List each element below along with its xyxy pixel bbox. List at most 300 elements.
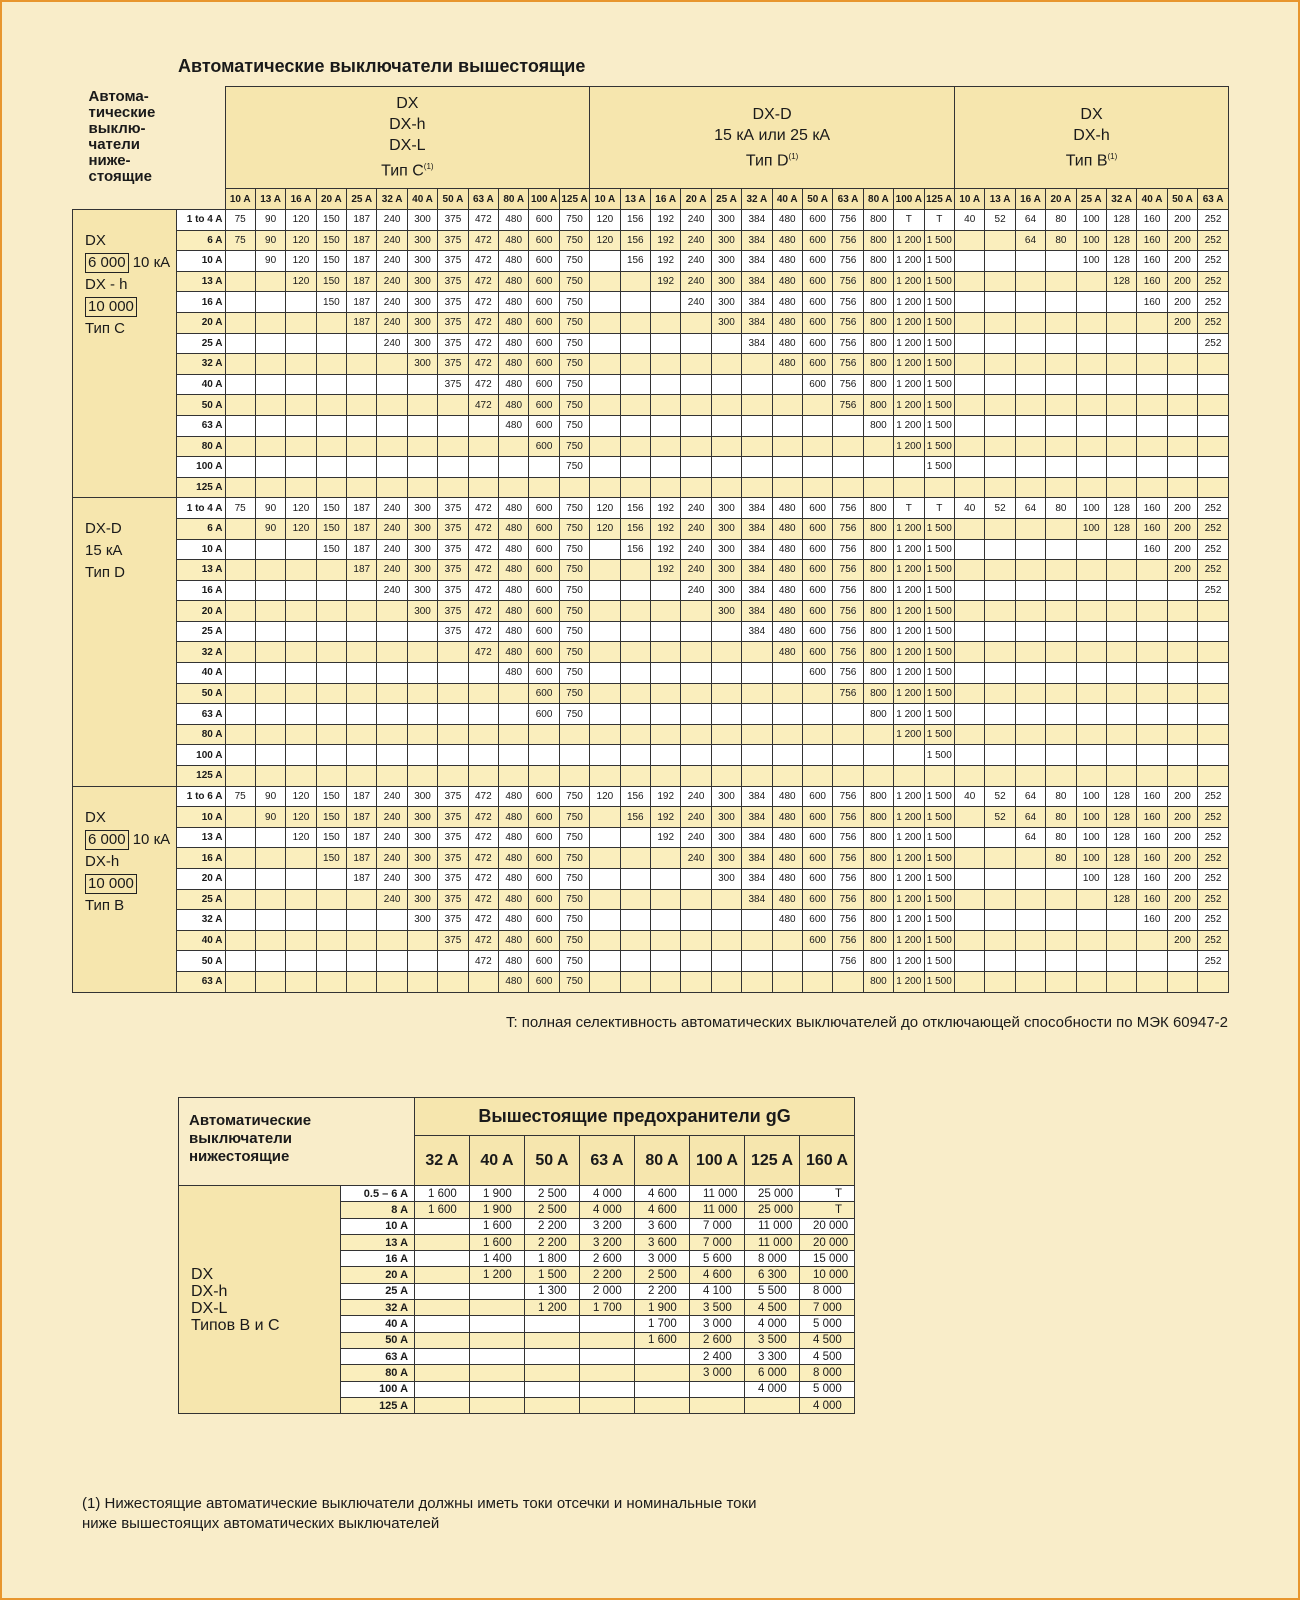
fuse-selectivity-value: 3 500 <box>690 1300 745 1316</box>
selectivity-value <box>1076 374 1106 395</box>
selectivity-value: 384 <box>742 869 772 890</box>
selectivity-value: 756 <box>833 210 863 231</box>
selectivity-value: 800 <box>863 663 893 684</box>
fuse-selectivity-value: 2 000 <box>580 1283 635 1299</box>
selectivity-value <box>286 930 316 951</box>
selectivity-value: 480 <box>499 601 529 622</box>
table-row <box>73 642 1229 663</box>
group-line-3: Тип D <box>85 564 126 582</box>
fuse-selectivity-value: 5 000 <box>800 1316 855 1332</box>
selectivity-value <box>1137 724 1167 745</box>
selectivity-value <box>1076 745 1106 766</box>
selectivity-value: 800 <box>863 704 893 725</box>
selectivity-value <box>650 580 680 601</box>
selectivity-value <box>833 415 863 436</box>
fuse-selectivity-value: 2 500 <box>525 1186 580 1202</box>
selectivity-value <box>650 436 680 457</box>
selectivity-value: 240 <box>377 539 407 560</box>
downstream-rating-label: 1 to 4 A <box>177 210 225 231</box>
selectivity-value: 600 <box>802 271 832 292</box>
selectivity-value: 800 <box>863 210 893 231</box>
selectivity-value: 150 <box>316 518 346 539</box>
selectivity-value: 240 <box>377 580 407 601</box>
fuse-selectivity-value: 3 600 <box>635 1218 690 1234</box>
selectivity-value: 1 500 <box>924 333 955 354</box>
selectivity-value <box>286 951 316 972</box>
selectivity-value <box>377 642 407 663</box>
selectivity-value <box>316 663 346 684</box>
selectivity-value <box>468 766 498 787</box>
selectivity-value <box>1046 951 1076 972</box>
selectivity-value: 1 200 <box>894 683 924 704</box>
selectivity-value: 1 200 <box>894 292 924 313</box>
selectivity-value <box>1137 745 1167 766</box>
selectivity-value: 300 <box>407 910 437 931</box>
selectivity-value: 472 <box>468 601 498 622</box>
table-row <box>73 374 1229 395</box>
downstream-rating-label: 20 A <box>177 312 225 333</box>
selectivity-value <box>1167 704 1197 725</box>
selectivity-value <box>225 642 255 663</box>
selectivity-value: 156 <box>620 539 650 560</box>
selectivity-value: 375 <box>438 354 468 375</box>
selectivity-value: 756 <box>833 807 863 828</box>
fuse-selectivity-value <box>470 1300 525 1316</box>
selectivity-value <box>742 457 772 478</box>
fuse-selectivity-value: 2 400 <box>690 1348 745 1364</box>
selectivity-value <box>863 766 893 787</box>
selectivity-value <box>620 704 650 725</box>
selectivity-value <box>772 395 802 416</box>
selectivity-value <box>590 580 620 601</box>
selectivity-value <box>802 415 832 436</box>
selectivity-value <box>1167 621 1197 642</box>
group-line-2: DX-h <box>85 852 120 870</box>
selectivity-value: 750 <box>559 621 589 642</box>
selectivity-value <box>955 621 985 642</box>
upstream-rating-header: 63 A <box>833 189 863 210</box>
fuse-selectivity-value: 3 500 <box>745 1332 800 1348</box>
selectivity-value <box>620 292 650 313</box>
selectivity-value: 128 <box>1106 230 1136 251</box>
selectivity-value: 240 <box>681 271 711 292</box>
selectivity-value <box>1076 560 1106 581</box>
footnote-ref: (1) <box>1107 151 1118 161</box>
downstream-rating-label: 32 A <box>177 642 225 663</box>
fuse-selectivity-value: 4 100 <box>690 1283 745 1299</box>
selectivity-value <box>316 415 346 436</box>
selectivity-value <box>955 704 985 725</box>
selectivity-value: 1 500 <box>924 436 955 457</box>
selectivity-value: 192 <box>650 807 680 828</box>
selectivity-value: 750 <box>559 827 589 848</box>
fuse-selectivity-value: 7 000 <box>690 1234 745 1250</box>
selectivity-value <box>377 601 407 622</box>
fuse-row-rating: 100 A <box>341 1381 415 1397</box>
selectivity-value: 480 <box>772 580 802 601</box>
selectivity-value <box>650 333 680 354</box>
fuse-row-rating: 80 A <box>341 1365 415 1381</box>
selectivity-value <box>407 704 437 725</box>
selectivity-value <box>955 807 985 828</box>
selectivity-value <box>377 477 407 498</box>
selectivity-value: 1 200 <box>894 312 924 333</box>
selectivity-value <box>650 766 680 787</box>
selectivity-value <box>347 477 377 498</box>
selectivity-value <box>1137 395 1167 416</box>
selectivity-value <box>286 971 316 992</box>
selectivity-value <box>650 951 680 972</box>
table-row <box>73 683 1229 704</box>
selectivity-value: 120 <box>286 518 316 539</box>
selectivity-value: 240 <box>377 230 407 251</box>
selectivity-value: 375 <box>438 374 468 395</box>
selectivity-value <box>225 807 255 828</box>
selectivity-value: 480 <box>772 889 802 910</box>
selectivity-value: 480 <box>772 848 802 869</box>
selectivity-value: 472 <box>468 889 498 910</box>
selectivity-value: 240 <box>377 807 407 828</box>
upstream-rating-header: 16 A <box>286 189 316 210</box>
selectivity-value <box>772 415 802 436</box>
selectivity-value: 187 <box>347 230 377 251</box>
selectivity-value <box>316 642 346 663</box>
selectivity-value <box>955 560 985 581</box>
selectivity-value <box>438 704 468 725</box>
selectivity-value <box>225 601 255 622</box>
selectivity-value: 75 <box>225 786 255 807</box>
selectivity-value: 600 <box>529 848 559 869</box>
selectivity-value <box>1015 395 1045 416</box>
selectivity-value <box>438 436 468 457</box>
selectivity-value <box>894 766 924 787</box>
selectivity-value: 480 <box>499 230 529 251</box>
selectivity-value: 64 <box>1015 498 1045 519</box>
selectivity-value <box>255 889 285 910</box>
selectivity-value <box>955 436 985 457</box>
selectivity-value <box>407 395 437 416</box>
selectivity-value <box>1137 930 1167 951</box>
selectivity-value: 384 <box>742 560 772 581</box>
selectivity-value <box>255 642 285 663</box>
selectivity-value: 756 <box>833 374 863 395</box>
fuse-selectivity-value: 5 500 <box>745 1283 800 1299</box>
selectivity-value: 800 <box>863 230 893 251</box>
breaking-capacity-ka: 10 кА <box>132 830 171 848</box>
selectivity-value <box>590 807 620 828</box>
fuse-row-rating: 0.5 – 6 A <box>341 1186 415 1202</box>
selectivity-value: 300 <box>711 786 741 807</box>
selectivity-value <box>559 745 589 766</box>
selectivity-value <box>620 621 650 642</box>
selectivity-value <box>1015 642 1045 663</box>
selectivity-value: 375 <box>438 498 468 519</box>
fuse-selectivity-value: 2 600 <box>690 1332 745 1348</box>
selectivity-value: 192 <box>650 498 680 519</box>
selectivity-value <box>1106 333 1136 354</box>
fuse-selectivity-value: 8 000 <box>800 1283 855 1299</box>
selectivity-value: 252 <box>1198 498 1229 519</box>
selectivity-value <box>772 704 802 725</box>
selectivity-value: 384 <box>742 601 772 622</box>
fuse-selectivity-value: 1 600 <box>415 1186 470 1202</box>
selectivity-value <box>286 621 316 642</box>
selectivity-value: 600 <box>529 971 559 992</box>
selectivity-value <box>590 724 620 745</box>
selectivity-value <box>590 910 620 931</box>
selectivity-value: 1 200 <box>894 848 924 869</box>
selectivity-value <box>1015 415 1045 436</box>
selectivity-value: 300 <box>407 869 437 890</box>
selectivity-value <box>1015 477 1045 498</box>
fuse-selectivity-value: 20 000 <box>800 1218 855 1234</box>
selectivity-value <box>894 477 924 498</box>
selectivity-value <box>590 436 620 457</box>
selectivity-value <box>711 724 741 745</box>
selectivity-value: 128 <box>1106 251 1136 272</box>
selectivity-value: 756 <box>833 560 863 581</box>
upstream-group-line: DX-D <box>752 105 792 123</box>
upstream-group-line: 15 кА или 25 кА <box>714 126 831 144</box>
selectivity-value <box>1106 292 1136 313</box>
selectivity-value <box>742 951 772 972</box>
selectivity-value: 480 <box>499 971 529 992</box>
selectivity-value <box>316 312 346 333</box>
selectivity-value: 120 <box>590 230 620 251</box>
selectivity-value <box>1046 312 1076 333</box>
selectivity-value <box>407 745 437 766</box>
selectivity-value <box>347 766 377 787</box>
selectivity-value <box>529 477 559 498</box>
fuse-selectivity-value: 3 600 <box>635 1234 690 1250</box>
selectivity-value: 160 <box>1137 292 1167 313</box>
selectivity-value <box>590 951 620 972</box>
fuse-selectivity-value: 3 000 <box>635 1251 690 1267</box>
selectivity-value <box>1137 663 1167 684</box>
selectivity-value <box>620 642 650 663</box>
selectivity-value <box>1137 477 1167 498</box>
selectivity-value <box>468 724 498 745</box>
selectivity-value <box>1076 292 1106 313</box>
downstream-rating-label: 40 A <box>177 374 225 395</box>
selectivity-value <box>772 436 802 457</box>
downstream-rating-label: 80 A <box>177 436 225 457</box>
selectivity-value <box>590 601 620 622</box>
selectivity-value: 600 <box>529 436 559 457</box>
selectivity-value: 480 <box>772 539 802 560</box>
selectivity-value <box>620 930 650 951</box>
selectivity-value <box>650 745 680 766</box>
selectivity-value <box>1015 766 1045 787</box>
upstream-rating-header: 50 A <box>1167 189 1197 210</box>
selectivity-value: 40 <box>955 210 985 231</box>
selectivity-value: 252 <box>1198 539 1229 560</box>
selectivity-value <box>620 951 650 972</box>
selectivity-value: 192 <box>650 271 680 292</box>
selectivity-value: 472 <box>468 910 498 931</box>
selectivity-value <box>255 374 285 395</box>
selectivity-value <box>742 766 772 787</box>
fuse-selectivity-value: 4 500 <box>745 1300 800 1316</box>
selectivity-value <box>377 683 407 704</box>
selectivity-value: 1 500 <box>924 745 955 766</box>
selectivity-value: 480 <box>499 354 529 375</box>
selectivity-value <box>1046 333 1076 354</box>
selectivity-value <box>1076 457 1106 478</box>
selectivity-value <box>347 374 377 395</box>
fuse-selectivity-value: 11 000 <box>745 1218 800 1234</box>
selectivity-value <box>316 477 346 498</box>
selectivity-value: 80 <box>1046 827 1076 848</box>
table-row <box>73 889 1229 910</box>
selectivity-value <box>1076 663 1106 684</box>
selectivity-value: 756 <box>833 930 863 951</box>
selectivity-value: 375 <box>438 910 468 931</box>
selectivity-value: 750 <box>559 951 589 972</box>
selectivity-value: 200 <box>1167 807 1197 828</box>
selectivity-value <box>1076 580 1106 601</box>
upstream-rating-header: 25 A <box>347 189 377 210</box>
selectivity-value: 1 200 <box>894 724 924 745</box>
fuse-selectivity-value: 7 000 <box>690 1218 745 1234</box>
selectivity-value <box>225 621 255 642</box>
selectivity-value: 750 <box>559 663 589 684</box>
fuse-selectivity-value: 1 600 <box>635 1332 690 1348</box>
selectivity-value: 150 <box>316 498 346 519</box>
selectivity-value: 600 <box>529 312 559 333</box>
selectivity-value: 480 <box>772 292 802 313</box>
selectivity-value: 1 200 <box>894 251 924 272</box>
fuse-selectivity-value <box>470 1348 525 1364</box>
selectivity-value <box>1015 518 1045 539</box>
selectivity-value <box>833 704 863 725</box>
selectivity-value <box>407 621 437 642</box>
selectivity-value: 1 200 <box>894 230 924 251</box>
fuse-selectivity-value <box>415 1283 470 1299</box>
selectivity-value: 756 <box>833 848 863 869</box>
selectivity-value: 200 <box>1167 251 1197 272</box>
selectivity-value: 600 <box>802 642 832 663</box>
fuse-selectivity-value: 2 500 <box>525 1202 580 1218</box>
fuse-selectivity-value: 4 600 <box>635 1202 690 1218</box>
fuse-selectivity-value: 20 000 <box>800 1234 855 1250</box>
selectivity-value: 252 <box>1198 786 1229 807</box>
fuse-selectivity-value <box>745 1397 800 1413</box>
selectivity-value: 800 <box>863 292 893 313</box>
selectivity-value: 600 <box>802 230 832 251</box>
footnote-ref: (1) <box>788 151 799 161</box>
selectivity-value: 600 <box>802 312 832 333</box>
selectivity-value: 187 <box>347 560 377 581</box>
selectivity-value <box>407 642 437 663</box>
selectivity-value <box>620 745 650 766</box>
upstream-rating-header: 20 A <box>1046 189 1076 210</box>
selectivity-value: 756 <box>833 354 863 375</box>
selectivity-value <box>377 457 407 478</box>
selectivity-value: 156 <box>620 251 650 272</box>
fuse-selectivity-value: 1 800 <box>525 1251 580 1267</box>
selectivity-value <box>1198 683 1229 704</box>
selectivity-value <box>650 683 680 704</box>
selectivity-value <box>286 745 316 766</box>
selectivity-value: 187 <box>347 251 377 272</box>
table-row <box>73 477 1229 498</box>
selectivity-value: 600 <box>529 807 559 828</box>
selectivity-value: 300 <box>711 869 741 890</box>
fuse-downstream-header <box>179 1098 415 1186</box>
selectivity-value <box>347 745 377 766</box>
selectivity-value <box>1106 395 1136 416</box>
selectivity-value <box>407 663 437 684</box>
selectivity-value <box>377 930 407 951</box>
selectivity-value <box>772 663 802 684</box>
selectivity-value <box>529 745 559 766</box>
selectivity-value <box>985 312 1015 333</box>
selectivity-value: 480 <box>499 374 529 395</box>
selectivity-value <box>347 663 377 684</box>
selectivity-value <box>286 457 316 478</box>
selectivity-value <box>590 292 620 313</box>
selectivity-value <box>772 930 802 951</box>
selectivity-value: 800 <box>863 354 893 375</box>
selectivity-value: 120 <box>286 210 316 231</box>
selectivity-value: 384 <box>742 292 772 313</box>
selectivity-value <box>955 869 985 890</box>
selectivity-value <box>377 910 407 931</box>
selectivity-value <box>1015 848 1045 869</box>
selectivity-value: 128 <box>1106 498 1136 519</box>
upstream-group-line: DX-h <box>1073 126 1110 144</box>
selectivity-value <box>742 395 772 416</box>
downstream-rating-label: 25 A <box>177 889 225 910</box>
downstream-rating-label: 1 to 6 A <box>177 786 225 807</box>
selectivity-value <box>985 848 1015 869</box>
selectivity-value: 1 200 <box>894 354 924 375</box>
fuse-selectivity-value <box>635 1397 690 1413</box>
fuse-row-rating: 50 A <box>341 1332 415 1348</box>
selectivity-value <box>955 539 985 560</box>
selectivity-value <box>590 354 620 375</box>
selectivity-value <box>802 683 832 704</box>
selectivity-value <box>620 374 650 395</box>
selectivity-value: 120 <box>286 786 316 807</box>
selectivity-value: 480 <box>499 415 529 436</box>
fuse-selectivity-value <box>580 1332 635 1348</box>
selectivity-value <box>955 457 985 478</box>
fuse-selectivity-value: 4 000 <box>580 1202 635 1218</box>
table-row <box>73 786 1229 807</box>
upstream-rating-header: 40 A <box>407 189 437 210</box>
selectivity-value <box>316 374 346 395</box>
selectivity-value <box>650 312 680 333</box>
selectivity-value <box>286 477 316 498</box>
selectivity-value <box>620 312 650 333</box>
selectivity-value: 240 <box>681 848 711 869</box>
selectivity-value <box>955 251 985 272</box>
selectivity-value <box>225 374 255 395</box>
upstream-rating-header: 10 A <box>590 189 620 210</box>
selectivity-value <box>620 683 650 704</box>
selectivity-value <box>255 457 285 478</box>
selectivity-value: 100 <box>1076 230 1106 251</box>
fuse-selectivity-value: 4 000 <box>800 1397 855 1413</box>
selectivity-value: 800 <box>863 971 893 992</box>
downstream-header-cell <box>73 87 226 210</box>
selectivity-value <box>1046 663 1076 684</box>
selectivity-value <box>863 477 893 498</box>
selectivity-value <box>1015 683 1045 704</box>
selectivity-value <box>255 971 285 992</box>
